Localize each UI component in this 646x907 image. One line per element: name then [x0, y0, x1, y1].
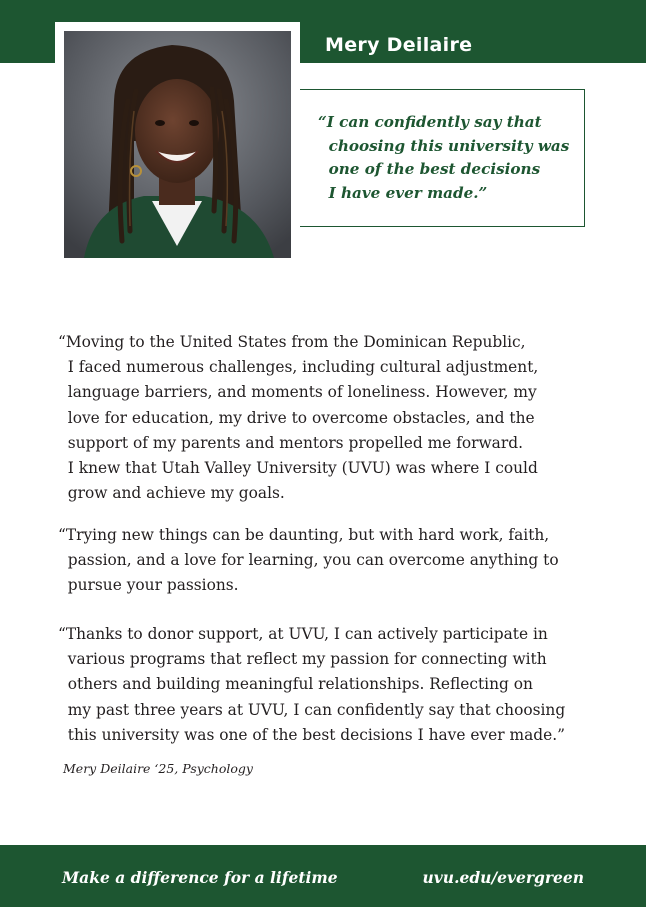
pull-quote: “I can confidently say that choosing this university was one of the best decisions I have ever made.” [318, 113, 570, 202]
attribution: Mery Deilaire ‘25, Psychology [63, 761, 253, 776]
footer-tagline: Make a difference for a lifetime [62, 868, 338, 887]
paragraph-3: “Thanks to donor support, at UVU, I can actively participate in various programs that reflect my passion for connecting with others and building meaningful relationships. Reflecting on my past three years at UVU, I can confidently say that choosing this university was one of the best decisions I have ever made.” [58, 625, 566, 744]
paragraph-2: “Trying new things can be daunting, but with hard work, faith, passion, and a love for learning, you can overcome anything to pursue your passions. [58, 526, 559, 595]
paragraph-1: “Moving to the United States from the Dominican Republic, I faced numerous challenges, including cultural adjustment, language barriers, and moments of loneliness. However, my love for education, my drive to overcome obstacles, and the support of my parents and mentors propelled me forward. I knew that Utah Valley University (UVU) was where I could grow and achieve my goals. [58, 333, 539, 503]
student-name: Mery Deilaire [325, 34, 473, 56]
footer-url-link[interactable]: uvu.edu/evergreen [422, 868, 584, 887]
portrait-photo [64, 31, 291, 258]
